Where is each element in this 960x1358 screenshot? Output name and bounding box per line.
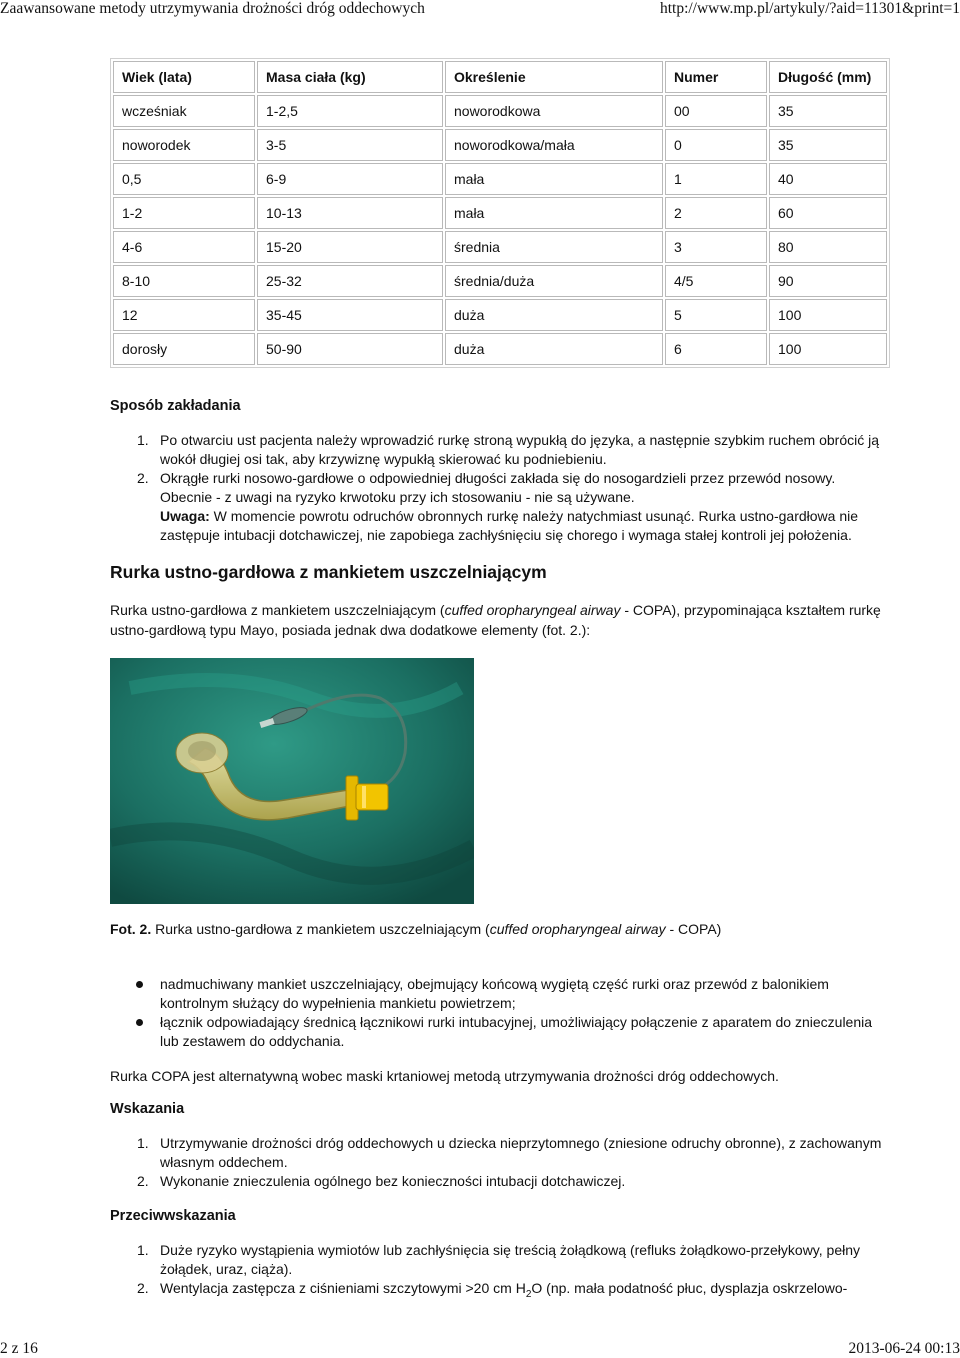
list-item <box>110 1172 890 1191</box>
table-cell: 1-2,5 <box>257 95 443 127</box>
item-text: Duże ryzyko wystąpienia wymiotów lub zachłyśnięcia się treścią żołądkową (refluks żołądkowo-przełykowy, pełny żołądek, uraz, ciąża). <box>160 1242 861 1277</box>
copa-elements-list <box>110 975 890 1051</box>
table-row <box>113 333 887 365</box>
table-cell: średnia/duża <box>445 265 663 297</box>
section-title: Rurka ustno-gardłowa z mankietem uszczelniającym <box>110 562 547 582</box>
indications-heading: Wskazania <box>110 1101 185 1117</box>
table-cell: 4/5 <box>665 265 767 297</box>
column-header: Długość (mm) <box>769 61 887 93</box>
table-cell: 2 <box>665 197 767 229</box>
table-cell: 50-90 <box>257 333 443 365</box>
table-cell: 12 <box>113 299 255 331</box>
bullet-text: nadmuchiwany mankiet uszczelniający, obejmujący końcową wygiętą część rurki oraz przewód z balonikiem kontrolnym służący do wypełnienia mankietu powietrzem; <box>160 976 829 1011</box>
copa-note: Rurka COPA jest alternatywną wobec maski krtaniowej metodą utrzymywania drożności dróg oddechowych. <box>110 1068 779 1084</box>
table-cell: 6-9 <box>257 163 443 195</box>
table-cell: 60 <box>769 197 887 229</box>
list-item <box>110 1134 890 1172</box>
caption-text: Rurka ustno-gardłowa z mankietem uszczelniającym ( <box>151 921 490 937</box>
table-cell: 00 <box>665 95 767 127</box>
list-item <box>110 431 890 469</box>
table-row <box>113 231 887 263</box>
print-datetime: 2013-06-24 00:13 <box>848 1340 960 1357</box>
figure-caption <box>110 919 900 939</box>
item-number: 2. <box>137 1173 149 1189</box>
list-item <box>110 975 890 1013</box>
step-text: Okrągłe rurki nosowo-gardłowe o odpowiedniej długości zakłada się do nosogardzieli przez przewód nosowy. <box>160 470 836 486</box>
table-cell: wcześniak <box>113 95 255 127</box>
list-continuation <box>110 488 890 545</box>
column-header: Wiek (lata) <box>113 61 255 93</box>
item-text: Wykonanie znieczulenia ogólnego bez konieczności intubacji dotchawiczej. <box>160 1173 626 1189</box>
insertion-heading: Sposób zakładania <box>110 398 241 414</box>
table-cell: noworodkowa <box>445 95 663 127</box>
table-row <box>113 265 887 297</box>
table-cell: 5 <box>665 299 767 331</box>
bullet-text: łącznik odpowiadający średnicą łącznikowi rurki intubacyjnej, umożliwiający połączenie z aparatem do znieczulenia lub zestawem do oddychania. <box>160 1014 873 1049</box>
table-cell: noworodkowa/mała <box>445 129 663 161</box>
page-url-header[interactable]: http://www.mp.pl/artykuly/?aid=11301&print=1 <box>659 0 960 17</box>
table-cell: 40 <box>769 163 887 195</box>
list-item <box>110 1241 890 1279</box>
step-number: 2. <box>137 470 149 486</box>
table-cell: 0,5 <box>113 163 255 195</box>
table-header-row <box>113 61 887 93</box>
warning-label: Uwaga: <box>160 508 210 524</box>
table-cell: mała <box>445 197 663 229</box>
table-cell: 1-2 <box>113 197 255 229</box>
table-body <box>113 95 887 365</box>
table-cell: 100 <box>769 333 887 365</box>
section-intro <box>110 600 900 640</box>
intro-text: Rurka ustno-gardłowa z mankietem uszczelniającym ( <box>110 602 445 618</box>
table-cell: 8-10 <box>113 265 255 297</box>
warning-paragraph <box>110 507 890 545</box>
subscript-2: 2 <box>525 1288 532 1300</box>
table-cell: 6 <box>665 333 767 365</box>
item-text-b: O (np. mała podatność płuc, dysplazja oskrzelowo- <box>531 1280 848 1296</box>
page-title-header: Zaawansowane metody utrzymywania drożności dróg oddechowych <box>0 0 425 17</box>
item-number: 1. <box>137 1242 149 1258</box>
page-number: 2 z 16 <box>0 1340 38 1357</box>
table-cell: 10-13 <box>257 197 443 229</box>
item-text <box>160 1280 848 1300</box>
table-cell: 3 <box>665 231 767 263</box>
table-row <box>113 299 887 331</box>
figure-label: Fot. 2. <box>110 921 152 937</box>
contraindications-heading: Przeciwwskazania <box>110 1208 236 1224</box>
table-cell: 3-5 <box>257 129 443 161</box>
table-cell: 90 <box>769 265 887 297</box>
indications-list <box>110 1134 890 1191</box>
column-header: Określenie <box>445 61 663 93</box>
contraindications-list <box>110 1241 890 1304</box>
intro-emphasis: cuffed oropharyngeal airway <box>444 602 621 618</box>
warning-text: W momencie powrotu odruchów obronnych rurkę należy natychmiast usunąć. Rurka ustno-gardłowa nie zastępuje intubacji dotchawiczej, nie zapobiega zachłyśnięciu się chorego i wymaga stałej kontroli jej położenia. <box>160 508 859 543</box>
bullet-icon <box>136 981 143 988</box>
list-item <box>110 1013 890 1051</box>
table-cell: 100 <box>769 299 887 331</box>
table-cell: 35 <box>769 95 887 127</box>
item-number: 2. <box>137 1280 149 1296</box>
table-cell: duża <box>445 299 663 331</box>
table-cell: 0 <box>665 129 767 161</box>
table-cell: duża <box>445 333 663 365</box>
item-text: Utrzymywanie drożności dróg oddechowych u dziecka nieprzytomnego (zniesione odruchy obronne), z zachowanym własnym oddechem. <box>160 1135 882 1170</box>
continuation-text: Obecnie - z uwagi na ryzyko krwotoku przy ich stosowaniu - nie są używane. <box>160 489 635 505</box>
table-row <box>113 163 887 195</box>
intro-text-end: - COPA), przypominająca kształtem rurkę ustno-gardłową typu Mayo, posiada jednak dwa dodatkowe elementy (fot. 2.): <box>110 602 881 638</box>
step-number: 1. <box>137 432 149 448</box>
table-cell: średnia <box>445 231 663 263</box>
table-cell: noworodek <box>113 129 255 161</box>
insertion-steps <box>110 431 890 545</box>
list-item <box>110 1279 890 1304</box>
column-header: Masa ciała (kg) <box>257 61 443 93</box>
copa-airway-image <box>110 658 474 904</box>
list-item <box>110 469 890 488</box>
caption-text-end: - COPA) <box>665 921 722 937</box>
table-cell: 35 <box>769 129 887 161</box>
item-number: 1. <box>137 1135 149 1151</box>
caption-emphasis: cuffed oropharyngeal airway <box>489 921 666 937</box>
table-row <box>113 129 887 161</box>
table-cell: 4-6 <box>113 231 255 263</box>
table-cell: dorosły <box>113 333 255 365</box>
column-header: Numer <box>665 61 767 93</box>
bullet-icon <box>136 1019 143 1026</box>
table-cell: 25-32 <box>257 265 443 297</box>
table-row <box>113 95 887 127</box>
table-cell: 1 <box>665 163 767 195</box>
table-cell: 35-45 <box>257 299 443 331</box>
airway-size-table <box>110 58 890 368</box>
step-text: Po otwarciu ust pacjenta należy wprowadzić rurkę stroną wypukłą do języka, a następnie szybkim ruchem obrócić ją wokół długiej osi tak, aby krzywiznę wypukłą skierować ku podniebieniu. <box>160 432 880 467</box>
copa-photo <box>110 658 474 904</box>
table-cell: mała <box>445 163 663 195</box>
table-row <box>113 197 887 229</box>
table-cell: 15-20 <box>257 231 443 263</box>
table-cell: 80 <box>769 231 887 263</box>
item-text-a: Wentylacja zastępcza z ciśnieniami szczytowymi >20 cm H <box>160 1280 526 1296</box>
